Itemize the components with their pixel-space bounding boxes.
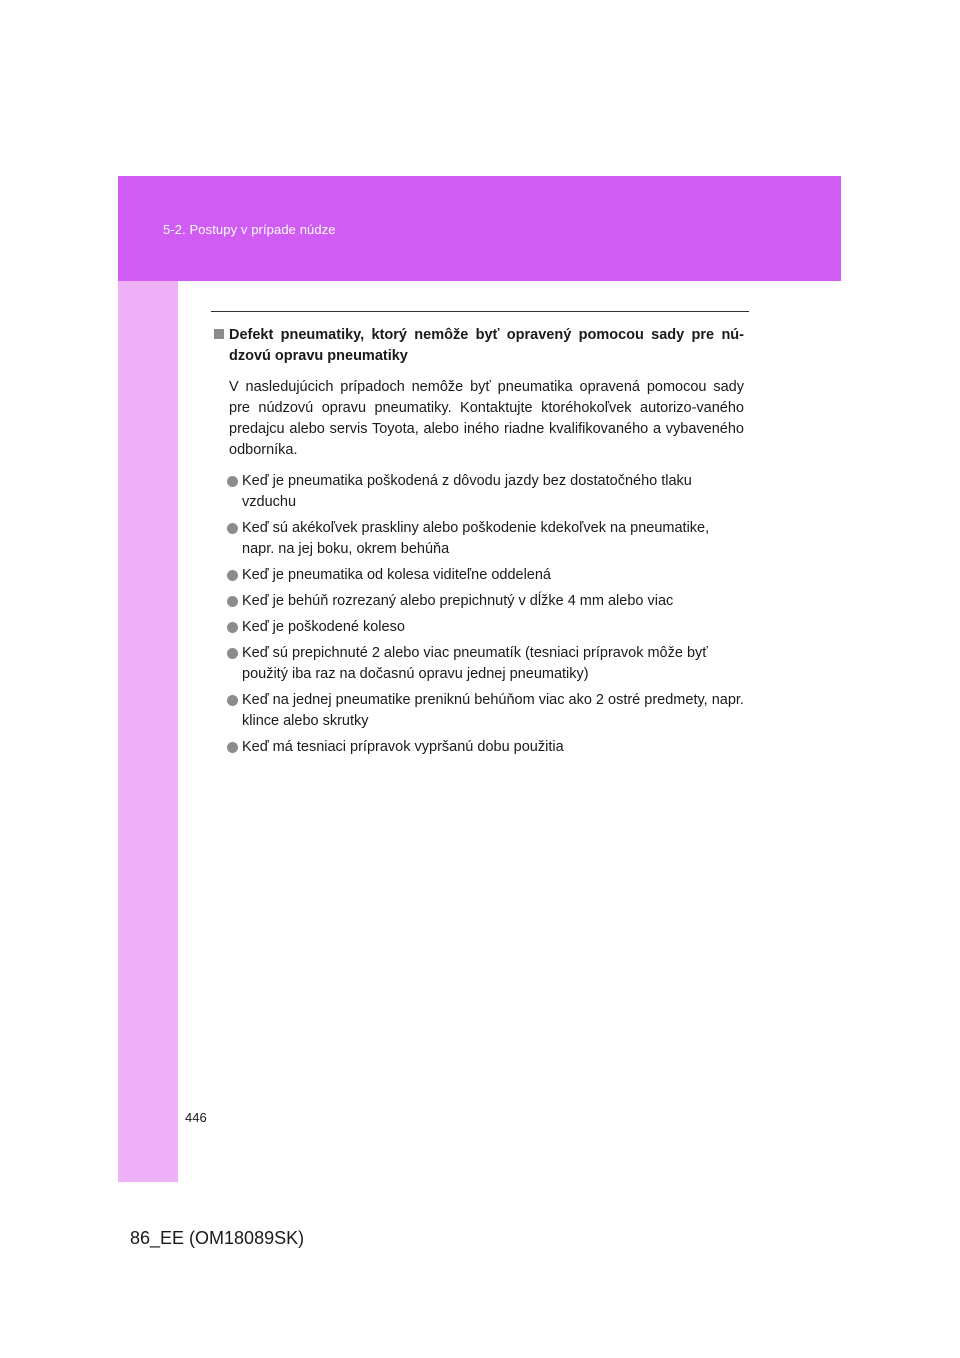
section-heading xyxy=(214,325,744,367)
section-title: 5-2. Postupy v prípade núdze xyxy=(163,222,336,237)
list-item xyxy=(214,471,744,513)
document-code: 86_EE (OM18089SK) xyxy=(130,1228,305,1248)
bullet-text: Keď je poškodené koleso xyxy=(242,619,405,635)
list-item xyxy=(214,591,744,612)
bullet-dot-icon xyxy=(227,622,238,633)
content-area xyxy=(214,325,744,763)
bullet-text: Keď sú akékoľvek praskliny alebo poškodenie kdekoľvek na pneumatike, napr. na jej boku, okrem behúňa xyxy=(242,520,710,557)
bullet-text: Keď je behúň rozrezaný alebo prepichnutý v dĺžke 4 mm alebo viac xyxy=(242,593,674,609)
square-bullet-icon xyxy=(214,329,224,339)
top-divider xyxy=(211,311,749,312)
intro-paragraph: V nasledujúcich prípadoch nemôže byť pneumatika opravená pomocou sady pre núdzovú opravu pneumatiky. Kontaktujte ktoréhokoľvek autorizo-vaného predajcu alebo servis Toyota, alebo iného riadne kvalifikovaného a vybaveného odborníka. xyxy=(229,379,744,458)
bullet-dot-icon xyxy=(227,476,238,487)
bullet-text: Keď je pneumatika od kolesa viditeľne oddelená xyxy=(242,567,551,583)
list-item xyxy=(214,565,744,586)
bullet-list xyxy=(214,471,744,758)
bullet-text: Keď je pneumatika poškodená z dôvodu jazdy bez dostatočného tlaku vzduchu xyxy=(242,473,692,510)
bullet-dot-icon xyxy=(227,742,238,753)
list-item xyxy=(214,617,744,638)
bullet-text: Keď na jednej pneumatike preniknú behúňom viac ako 2 ostré predmety, napr. klince alebo skrutky xyxy=(242,692,744,729)
bullet-dot-icon xyxy=(227,695,238,706)
page-number: 446 xyxy=(185,1110,207,1125)
side-strip xyxy=(118,281,178,1182)
list-item xyxy=(214,737,744,758)
list-item xyxy=(214,690,744,732)
bullet-text: Keď má tesniaci prípravok vypršanú dobu použitia xyxy=(242,739,564,755)
list-item xyxy=(214,643,744,685)
heading-text: Defekt pneumatiky, ktorý nemôže byť opravený pomocou sady pre nú-dzovú opravu pneumatiky xyxy=(229,327,744,364)
bullet-text: Keď sú prepichnuté 2 alebo viac pneumatík (tesniaci prípravok môže byť použitý iba raz na dočasnú opravu jednej pneumatiky) xyxy=(242,645,708,682)
bullet-dot-icon xyxy=(227,596,238,607)
bullet-dot-icon xyxy=(227,648,238,659)
bullet-dot-icon xyxy=(227,570,238,581)
bullet-dot-icon xyxy=(227,523,238,534)
list-item xyxy=(214,518,744,560)
